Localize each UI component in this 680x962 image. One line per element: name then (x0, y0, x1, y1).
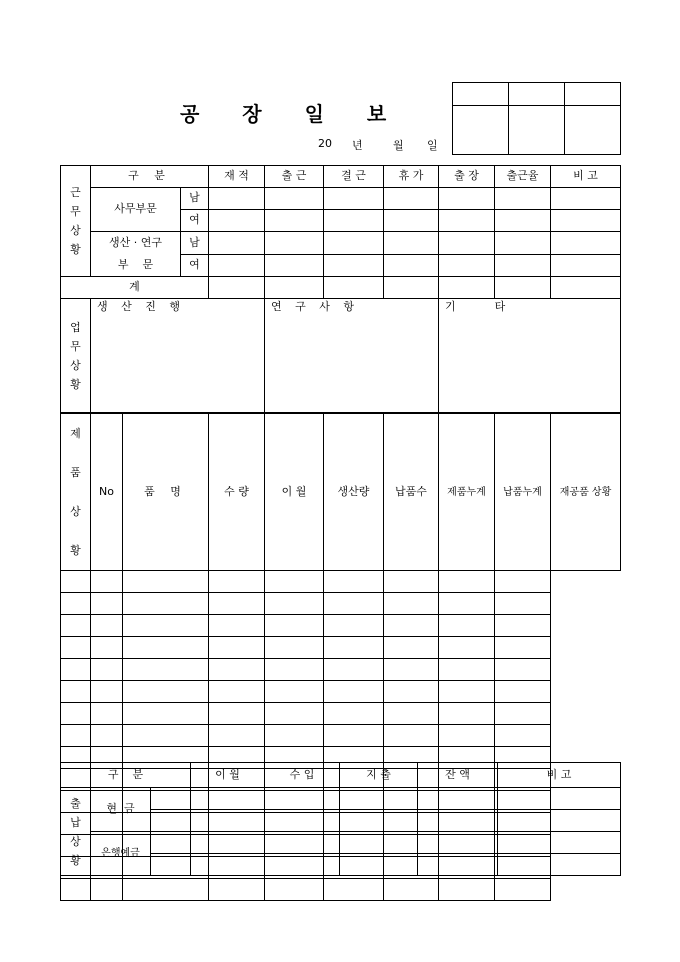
product-input-cell[interactable] (384, 659, 439, 681)
input-cell[interactable] (151, 854, 191, 876)
col-header-expense: 지 출 (340, 763, 418, 788)
attendance-work-table (60, 165, 621, 413)
product-input-cell[interactable] (123, 879, 209, 901)
approval-header-cell[interactable] (509, 83, 565, 106)
work-section-label: 업 무 상 황 (61, 299, 91, 413)
col-header-leave: 휴 가 (384, 166, 439, 188)
product-input-cell[interactable] (91, 725, 123, 747)
product-input-cell[interactable] (91, 615, 123, 637)
product-section-label: 제 품 상 황 (61, 414, 91, 571)
input-cell[interactable] (191, 810, 265, 832)
product-input-cell[interactable] (91, 879, 123, 901)
approval-sign-cell[interactable] (509, 106, 565, 155)
product-input-cell[interactable] (324, 637, 384, 659)
input-cell[interactable] (265, 210, 324, 232)
input-cell[interactable] (384, 232, 439, 255)
input-cell[interactable] (151, 788, 191, 810)
col-header-output: 생산량 (324, 414, 384, 571)
input-cell[interactable] (151, 832, 191, 854)
col-header-quantity: 수 량 (209, 414, 265, 571)
col-header-present: 출 근 (265, 166, 324, 188)
product-input-cell[interactable] (324, 659, 384, 681)
product-input-cell[interactable] (265, 615, 324, 637)
input-cell[interactable] (498, 832, 621, 854)
input-cell[interactable] (495, 254, 551, 277)
product-input-cell[interactable] (384, 681, 439, 703)
input-cell[interactable] (439, 188, 495, 210)
input-cell[interactable] (418, 854, 498, 876)
input-cell[interactable] (191, 788, 265, 810)
product-input-cell[interactable] (209, 571, 265, 593)
input-cell[interactable] (495, 277, 551, 299)
input-cell[interactable] (551, 210, 621, 232)
product-input-cell[interactable] (123, 681, 209, 703)
product-input-cell[interactable] (61, 593, 91, 615)
input-cell[interactable] (498, 810, 621, 832)
input-cell[interactable] (265, 254, 324, 277)
input-cell[interactable] (265, 832, 340, 854)
product-input-cell[interactable] (61, 725, 91, 747)
product-input-cell[interactable] (61, 571, 91, 593)
product-input-cell[interactable] (61, 879, 91, 901)
input-cell[interactable] (439, 210, 495, 232)
product-input-cell[interactable] (209, 681, 265, 703)
product-row (61, 659, 621, 681)
product-input-cell[interactable] (265, 725, 324, 747)
col-header-balance: 잔 액 (418, 763, 498, 788)
input-cell[interactable] (340, 788, 418, 810)
product-input-cell[interactable] (209, 615, 265, 637)
col-header-product-cumulative: 제품누계 (439, 414, 495, 571)
input-cell[interactable] (551, 188, 621, 210)
product-input-cell[interactable] (495, 703, 551, 725)
product-input-cell[interactable] (209, 725, 265, 747)
input-cell[interactable] (209, 210, 265, 232)
input-cell[interactable] (495, 188, 551, 210)
input-cell[interactable] (191, 854, 265, 876)
input-cell[interactable] (384, 188, 439, 210)
male-label: 남 (181, 188, 209, 210)
product-input-cell[interactable] (324, 571, 384, 593)
product-input-cell[interactable] (91, 703, 123, 725)
product-input-cell[interactable] (439, 615, 495, 637)
product-input-cell[interactable] (61, 615, 91, 637)
input-cell[interactable] (209, 188, 265, 210)
input-cell[interactable] (209, 254, 265, 277)
product-input-cell[interactable] (209, 879, 265, 901)
product-input-cell[interactable] (384, 703, 439, 725)
cash-section-label: 출 납 상 황 (61, 788, 91, 876)
input-cell[interactable] (418, 832, 498, 854)
form-title: 공 장 일 보 (180, 102, 405, 126)
product-input-cell[interactable] (439, 681, 495, 703)
product-input-cell[interactable] (495, 593, 551, 615)
approval-header-cell[interactable] (565, 83, 621, 106)
product-input-cell[interactable] (384, 593, 439, 615)
product-input-cell[interactable] (123, 637, 209, 659)
product-row (61, 703, 621, 725)
input-cell[interactable] (495, 210, 551, 232)
product-row (61, 681, 621, 703)
product-row (61, 593, 621, 615)
date-year-prefix: 20 (318, 137, 332, 150)
product-input-cell[interactable] (495, 637, 551, 659)
production-progress-area[interactable]: 생 산 진 행 (91, 299, 265, 413)
product-input-cell[interactable] (265, 681, 324, 703)
input-cell[interactable] (340, 832, 418, 854)
col-header-remarks: 비 고 (498, 763, 621, 788)
product-row (61, 725, 621, 747)
product-row (61, 571, 621, 593)
input-cell[interactable] (265, 277, 324, 299)
product-input-cell[interactable] (265, 879, 324, 901)
product-input-cell[interactable] (123, 615, 209, 637)
approval-sign-cell[interactable] (565, 106, 621, 155)
input-cell[interactable] (340, 810, 418, 832)
input-cell[interactable] (324, 210, 384, 232)
approval-header-cell[interactable] (453, 83, 509, 106)
cash-status-table (60, 762, 621, 876)
input-cell[interactable] (324, 254, 384, 277)
input-cell[interactable] (151, 810, 191, 832)
product-input-cell[interactable] (324, 703, 384, 725)
input-cell[interactable] (209, 277, 265, 299)
input-cell[interactable] (265, 788, 340, 810)
product-input-cell[interactable] (439, 703, 495, 725)
product-input-cell[interactable] (439, 593, 495, 615)
col-header-product-name: 품 명 (123, 414, 209, 571)
product-input-cell[interactable] (324, 681, 384, 703)
input-cell[interactable] (384, 277, 439, 299)
product-input-cell[interactable] (123, 725, 209, 747)
input-cell[interactable] (551, 277, 621, 299)
input-cell[interactable] (209, 232, 265, 255)
product-input-cell[interactable] (384, 615, 439, 637)
input-cell[interactable] (551, 254, 621, 277)
product-input-cell[interactable] (384, 725, 439, 747)
product-input-cell[interactable] (265, 703, 324, 725)
product-input-cell[interactable] (209, 659, 265, 681)
col-header-carryover: 이 월 (265, 414, 324, 571)
product-input-cell[interactable] (384, 571, 439, 593)
research-items-area[interactable]: 연 구 사 항 (265, 299, 439, 413)
product-input-cell[interactable] (439, 725, 495, 747)
product-input-cell[interactable] (439, 879, 495, 901)
other-notes-area[interactable]: 기 타 (439, 299, 621, 413)
product-input-cell[interactable] (495, 571, 551, 593)
input-cell[interactable] (324, 232, 384, 255)
product-input-cell[interactable] (495, 659, 551, 681)
col-header-enrolled: 재 적 (209, 166, 265, 188)
product-input-cell[interactable] (123, 659, 209, 681)
col-header-category: 구 분 (91, 166, 209, 188)
product-input-cell[interactable] (324, 879, 384, 901)
product-input-cell[interactable] (265, 637, 324, 659)
input-cell[interactable] (265, 232, 324, 255)
col-header-wip-status: 재공품 상황 (551, 414, 621, 571)
col-header-absent: 결 근 (324, 166, 384, 188)
product-input-cell[interactable] (91, 637, 123, 659)
approval-box (452, 82, 621, 155)
col-header-remarks: 비 고 (551, 166, 621, 188)
male-label: 남 (181, 232, 209, 255)
input-cell[interactable] (439, 254, 495, 277)
product-input-cell[interactable] (495, 615, 551, 637)
col-header-attendance-rate: 출근율 (495, 166, 551, 188)
product-input-cell[interactable] (265, 659, 324, 681)
date-day: 일 (427, 139, 438, 152)
input-cell[interactable] (418, 788, 498, 810)
product-input-cell[interactable] (61, 659, 91, 681)
product-input-cell[interactable] (495, 879, 551, 901)
col-header-category: 구 분 (61, 763, 191, 788)
approval-sign-cell[interactable] (453, 106, 509, 155)
input-cell[interactable] (324, 188, 384, 210)
date-year: 년 (352, 139, 363, 152)
product-input-cell[interactable] (265, 571, 324, 593)
office-dept-label: 사무부문 (91, 188, 181, 232)
input-cell[interactable] (384, 210, 439, 232)
input-cell[interactable] (418, 810, 498, 832)
product-input-cell[interactable] (123, 703, 209, 725)
product-input-cell[interactable] (61, 637, 91, 659)
input-cell[interactable] (265, 854, 340, 876)
product-row (61, 637, 621, 659)
input-cell[interactable] (265, 188, 324, 210)
product-input-cell[interactable] (123, 571, 209, 593)
product-input-cell[interactable] (61, 703, 91, 725)
col-header-business-trip: 출 장 (439, 166, 495, 188)
input-cell[interactable] (265, 810, 340, 832)
product-input-cell[interactable] (209, 593, 265, 615)
input-cell[interactable] (191, 832, 265, 854)
product-input-cell[interactable] (61, 681, 91, 703)
col-header-number: No (91, 414, 123, 571)
product-input-cell[interactable] (324, 593, 384, 615)
product-input-cell[interactable] (209, 637, 265, 659)
input-cell[interactable] (439, 277, 495, 299)
product-input-cell[interactable] (384, 879, 439, 901)
product-row (61, 615, 621, 637)
female-label: 여 (181, 254, 209, 277)
bank-deposit-label: 은행예금 (91, 832, 151, 876)
product-input-cell[interactable] (91, 681, 123, 703)
product-input-cell[interactable] (209, 703, 265, 725)
cash-label: 현 금 (91, 788, 151, 832)
product-row (61, 879, 621, 901)
product-input-cell[interactable] (439, 637, 495, 659)
attendance-section-label: 근 무 상 황 (61, 166, 91, 277)
input-cell[interactable] (498, 788, 621, 810)
product-input-cell[interactable] (495, 681, 551, 703)
input-cell[interactable] (551, 232, 621, 255)
product-input-cell[interactable] (439, 659, 495, 681)
col-header-delivery-cumulative: 납품누계 (495, 414, 551, 571)
product-input-cell[interactable] (495, 725, 551, 747)
col-header-delivered: 납품수 (384, 414, 439, 571)
product-input-cell[interactable] (384, 637, 439, 659)
col-header-carryover: 이 월 (191, 763, 265, 788)
product-input-cell[interactable] (324, 615, 384, 637)
col-header-income: 수 입 (265, 763, 340, 788)
input-cell[interactable] (324, 277, 384, 299)
product-input-cell[interactable] (324, 725, 384, 747)
product-input-cell[interactable] (91, 571, 123, 593)
input-cell[interactable] (340, 854, 418, 876)
product-input-cell[interactable] (91, 593, 123, 615)
product-input-cell[interactable] (439, 571, 495, 593)
date-month: 월 (393, 139, 404, 152)
female-label: 여 (181, 210, 209, 232)
input-cell[interactable] (439, 232, 495, 255)
total-label: 계 (61, 277, 209, 299)
product-input-cell[interactable] (91, 659, 123, 681)
input-cell[interactable] (498, 854, 621, 876)
product-input-cell[interactable] (265, 593, 324, 615)
product-input-cell[interactable] (123, 593, 209, 615)
input-cell[interactable] (495, 232, 551, 255)
production-research-dept-label: 생산 · 연구 부 문 (91, 232, 181, 277)
input-cell[interactable] (384, 254, 439, 277)
